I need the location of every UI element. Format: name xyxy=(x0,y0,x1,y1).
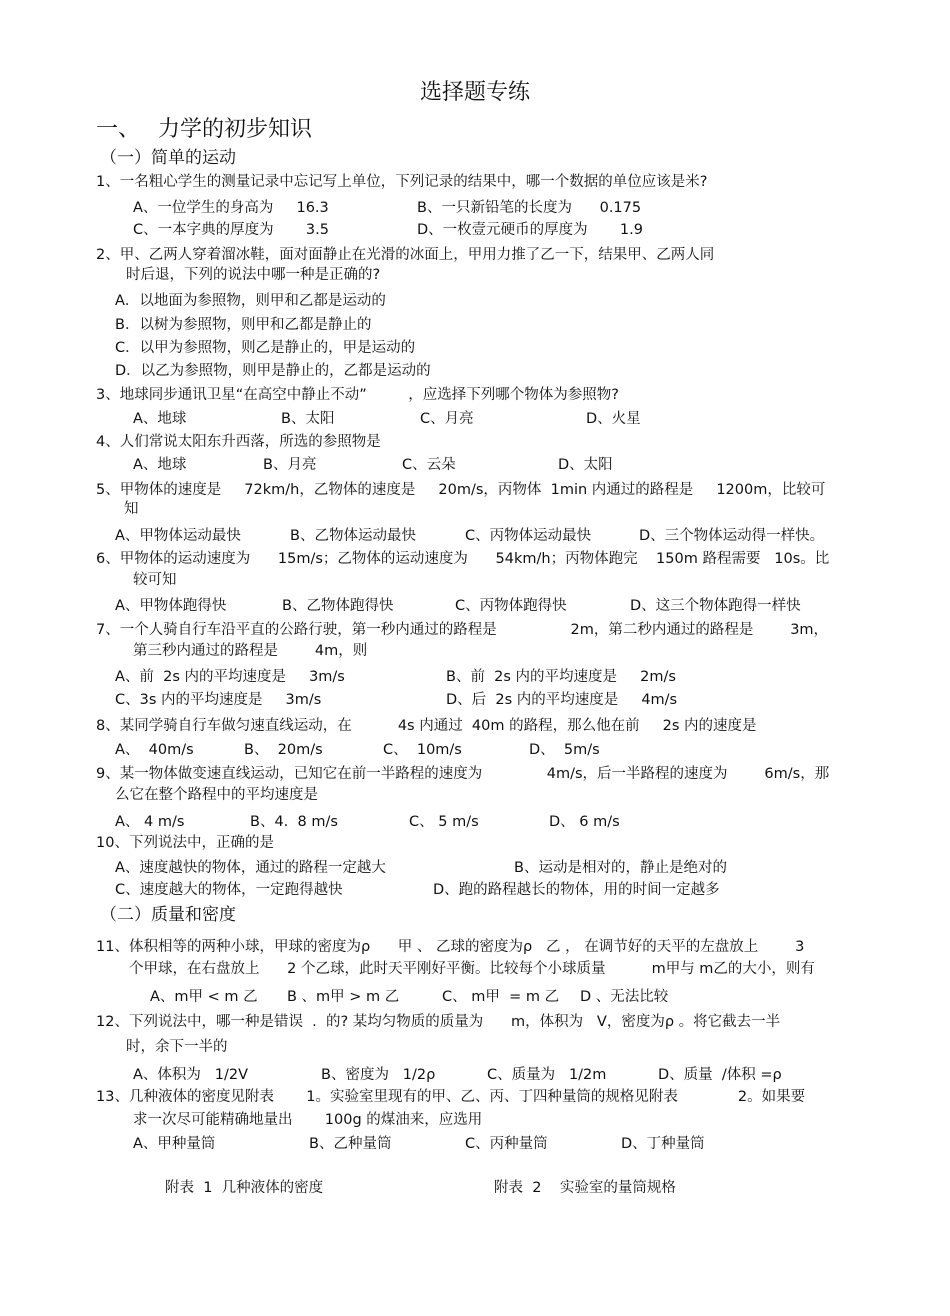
option-c: C．以甲为参照物，则乙是静止的，甲是运动的 xyxy=(115,340,416,356)
option-d: D、 5m/s xyxy=(529,742,600,758)
question-stem: 1、一名粗心学生的测量记录中忘记写上单位，下列记录的结果中，哪一个数据的单位应该是米? xyxy=(96,174,708,190)
option-b: B、密度为 1/2ρ xyxy=(321,1067,436,1083)
option-a: A、前 2s 内的平均速度是 3m/s xyxy=(115,669,345,685)
option-d: D、一枚壹元硬币的厚度为 1.9 xyxy=(417,222,643,238)
option-c: C、质量为 1/2m xyxy=(487,1067,607,1083)
option-a: A、一位学生的身高为 16.3 xyxy=(133,200,329,216)
question-stem: 13、几种液体的密度见附表 1。实验室里现有的甲、乙、丙、丁四种量筒的规格见附表 2。如果要 xyxy=(96,1089,806,1105)
table-caption: 附表 1 几种液体的密度 xyxy=(165,1180,324,1196)
question-stem-cont: 个甲球，在右盘放上 2 个乙球，此时天平刚好平衡。比较每个小球质量 m甲与 m乙的大小，则有 xyxy=(129,961,815,977)
option-d: D、火星 xyxy=(586,411,641,427)
question-stem-cont: 较可知 xyxy=(133,572,177,588)
option-c: C、丙物体运动最快 xyxy=(465,528,592,544)
option-c: C、 m甲 = m 乙 xyxy=(442,989,560,1005)
option-a: A、速度越快的物体，通过的路程一定越大 xyxy=(115,860,386,876)
option-b: B、4. 8 m/s xyxy=(250,814,338,830)
option-a: A、地球 xyxy=(133,411,187,427)
question-stem-cont: 求一次尽可能精确地量出 100g 的煤油来，应选用 xyxy=(133,1112,483,1128)
question-stem: 12、下列说法中，哪一种是错误 . 的? 某均匀物质的质量为 m，体积为 V，密度为ρ 。将它截去一半 xyxy=(96,1014,781,1030)
option-a: A、m甲 < m 乙 xyxy=(150,989,258,1005)
option-d: D、后 2s 内的平均速度是 4m/s xyxy=(446,692,678,708)
option-b: B、运动是相对的，静止是绝对的 xyxy=(514,860,727,876)
option-a: A、甲种量筒 xyxy=(133,1136,216,1152)
part-number: 一、 xyxy=(96,117,141,142)
question-stem: 7、一个人骑自行车沿平直的公路行驶，第一秒内通过的路程是 2m，第二秒内通过的路程是 3m， xyxy=(96,622,829,638)
question-stem: 10、下列说法中，正确的是 xyxy=(96,835,274,851)
question-stem: 4、人们常说太阳东升西落，所选的参照物是 xyxy=(96,434,381,450)
option-b: B、 20m/s xyxy=(244,742,323,758)
option-a: A、 40m/s xyxy=(115,742,194,758)
question-stem-cont: 第三秒内通过的路程是 4m，则 xyxy=(133,643,368,659)
question-stem: 6、甲物体的运动速度为 15m/s；乙物体的运动速度为 54km/h；丙物体跑完 150m 路程需要 10s。比 xyxy=(96,551,830,567)
option-a: A、甲物体跑得快 xyxy=(115,598,227,614)
option-d: D、这三个物体跑得一样快 xyxy=(630,598,801,614)
section-heading: （二）质量和密度 xyxy=(100,905,236,925)
question-stem-cont: 知 xyxy=(124,501,139,517)
option-d: D、三个物体运动得一样快。 xyxy=(639,528,825,544)
option-b: B 、m甲 > m 乙 xyxy=(287,989,400,1005)
option-c: C、一本字典的厚度为 3.5 xyxy=(133,222,329,238)
option-a: A、甲物体运动最快 xyxy=(115,528,241,544)
question-stem: 11、体积相等的两种小球，甲球的密度为ρ 甲 、 乙球的密度为ρ 乙 ， 在调节好的天平的左盘放上 3 xyxy=(96,939,805,955)
question-stem: 8、某同学骑自行车做匀速直线运动，在 4s 内通过 40m 的路程，那么他在前 2s 内的速度是 xyxy=(96,718,757,734)
option-a: A．以地面为参照物，则甲和乙都是运动的 xyxy=(115,293,386,309)
option-c: C、 5 m/s xyxy=(409,814,479,830)
option-b: B、乙物体跑得快 xyxy=(282,598,394,614)
option-b: B、乙种量筒 xyxy=(309,1136,392,1152)
doc-title: 选择题专练 xyxy=(419,80,530,105)
question-stem: 2、甲、乙两人穿着溜冰鞋，面对面静止在光滑的冰面上，甲用力推了乙一下，结果甲、乙两人同 xyxy=(96,247,715,263)
option-c: C、丙种量筒 xyxy=(465,1136,548,1152)
question-stem: 5、甲物体的速度是 72km/h，乙物体的速度是 20m/s，丙物体 1min 内通过的路程是 1200m，比较可 xyxy=(96,482,826,498)
option-b: B、一只新铅笔的长度为 0.175 xyxy=(417,200,642,216)
option-a: A、地球 xyxy=(133,457,187,473)
option-d: D、太阳 xyxy=(558,457,613,473)
option-c: C、云朵 xyxy=(402,457,456,473)
question-stem: 3、地球同步通讯卫星“在高空中静止不动” ，应选择下列哪个物体为参照物? xyxy=(96,387,619,403)
option-d: D 、无法比较 xyxy=(580,989,669,1005)
option-a: A、 4 m/s xyxy=(115,814,185,830)
option-b: B、乙物体运动最快 xyxy=(290,528,416,544)
option-c: C、速度越大的物体，一定跑得越快 xyxy=(115,882,343,898)
option-b: B、前 2s 内的平均速度是 2m/s xyxy=(446,669,676,685)
option-d: D、跑的路程越长的物体，用的时间一定越多 xyxy=(433,882,720,898)
option-d: D．以乙为参照物，则甲是静止的，乙都是运动的 xyxy=(115,363,431,379)
option-d: D、丁种量筒 xyxy=(621,1136,705,1152)
section-heading: （一）简单的运动 xyxy=(100,148,236,168)
option-c: C、月亮 xyxy=(420,411,474,427)
option-c: C、3s 内的平均速度是 3m/s xyxy=(115,692,322,708)
question-stem: 9、某一物体做变速直线运动，已知它在前一半路程的速度为 4m/s，后一半路程的速度为 6m/s，那 xyxy=(96,766,830,782)
option-b: B、月亮 xyxy=(263,457,317,473)
table-caption: 附表 2 实验室的量筒规格 xyxy=(494,1180,676,1196)
option-c: C、 10m/s xyxy=(383,742,462,758)
question-stem-cont: 时后退，下列的说法中哪一种是正确的? xyxy=(126,267,381,283)
option-a: A、体积为 1/2V xyxy=(133,1067,249,1083)
option-c: C、丙物体跑得快 xyxy=(455,598,567,614)
question-stem-cont: 么它在整个路程中的平均速度是 xyxy=(115,787,318,803)
option-d: D、 6 m/s xyxy=(549,814,620,830)
option-b: B、太阳 xyxy=(281,411,335,427)
option-b: B．以树为参照物，则甲和乙都是静止的 xyxy=(115,317,372,333)
option-d: D、质量 /体积 =ρ xyxy=(658,1067,782,1083)
part-title: 力学的初步知识 xyxy=(158,117,313,142)
question-stem-cont: 时，余下一半的 xyxy=(126,1039,228,1055)
